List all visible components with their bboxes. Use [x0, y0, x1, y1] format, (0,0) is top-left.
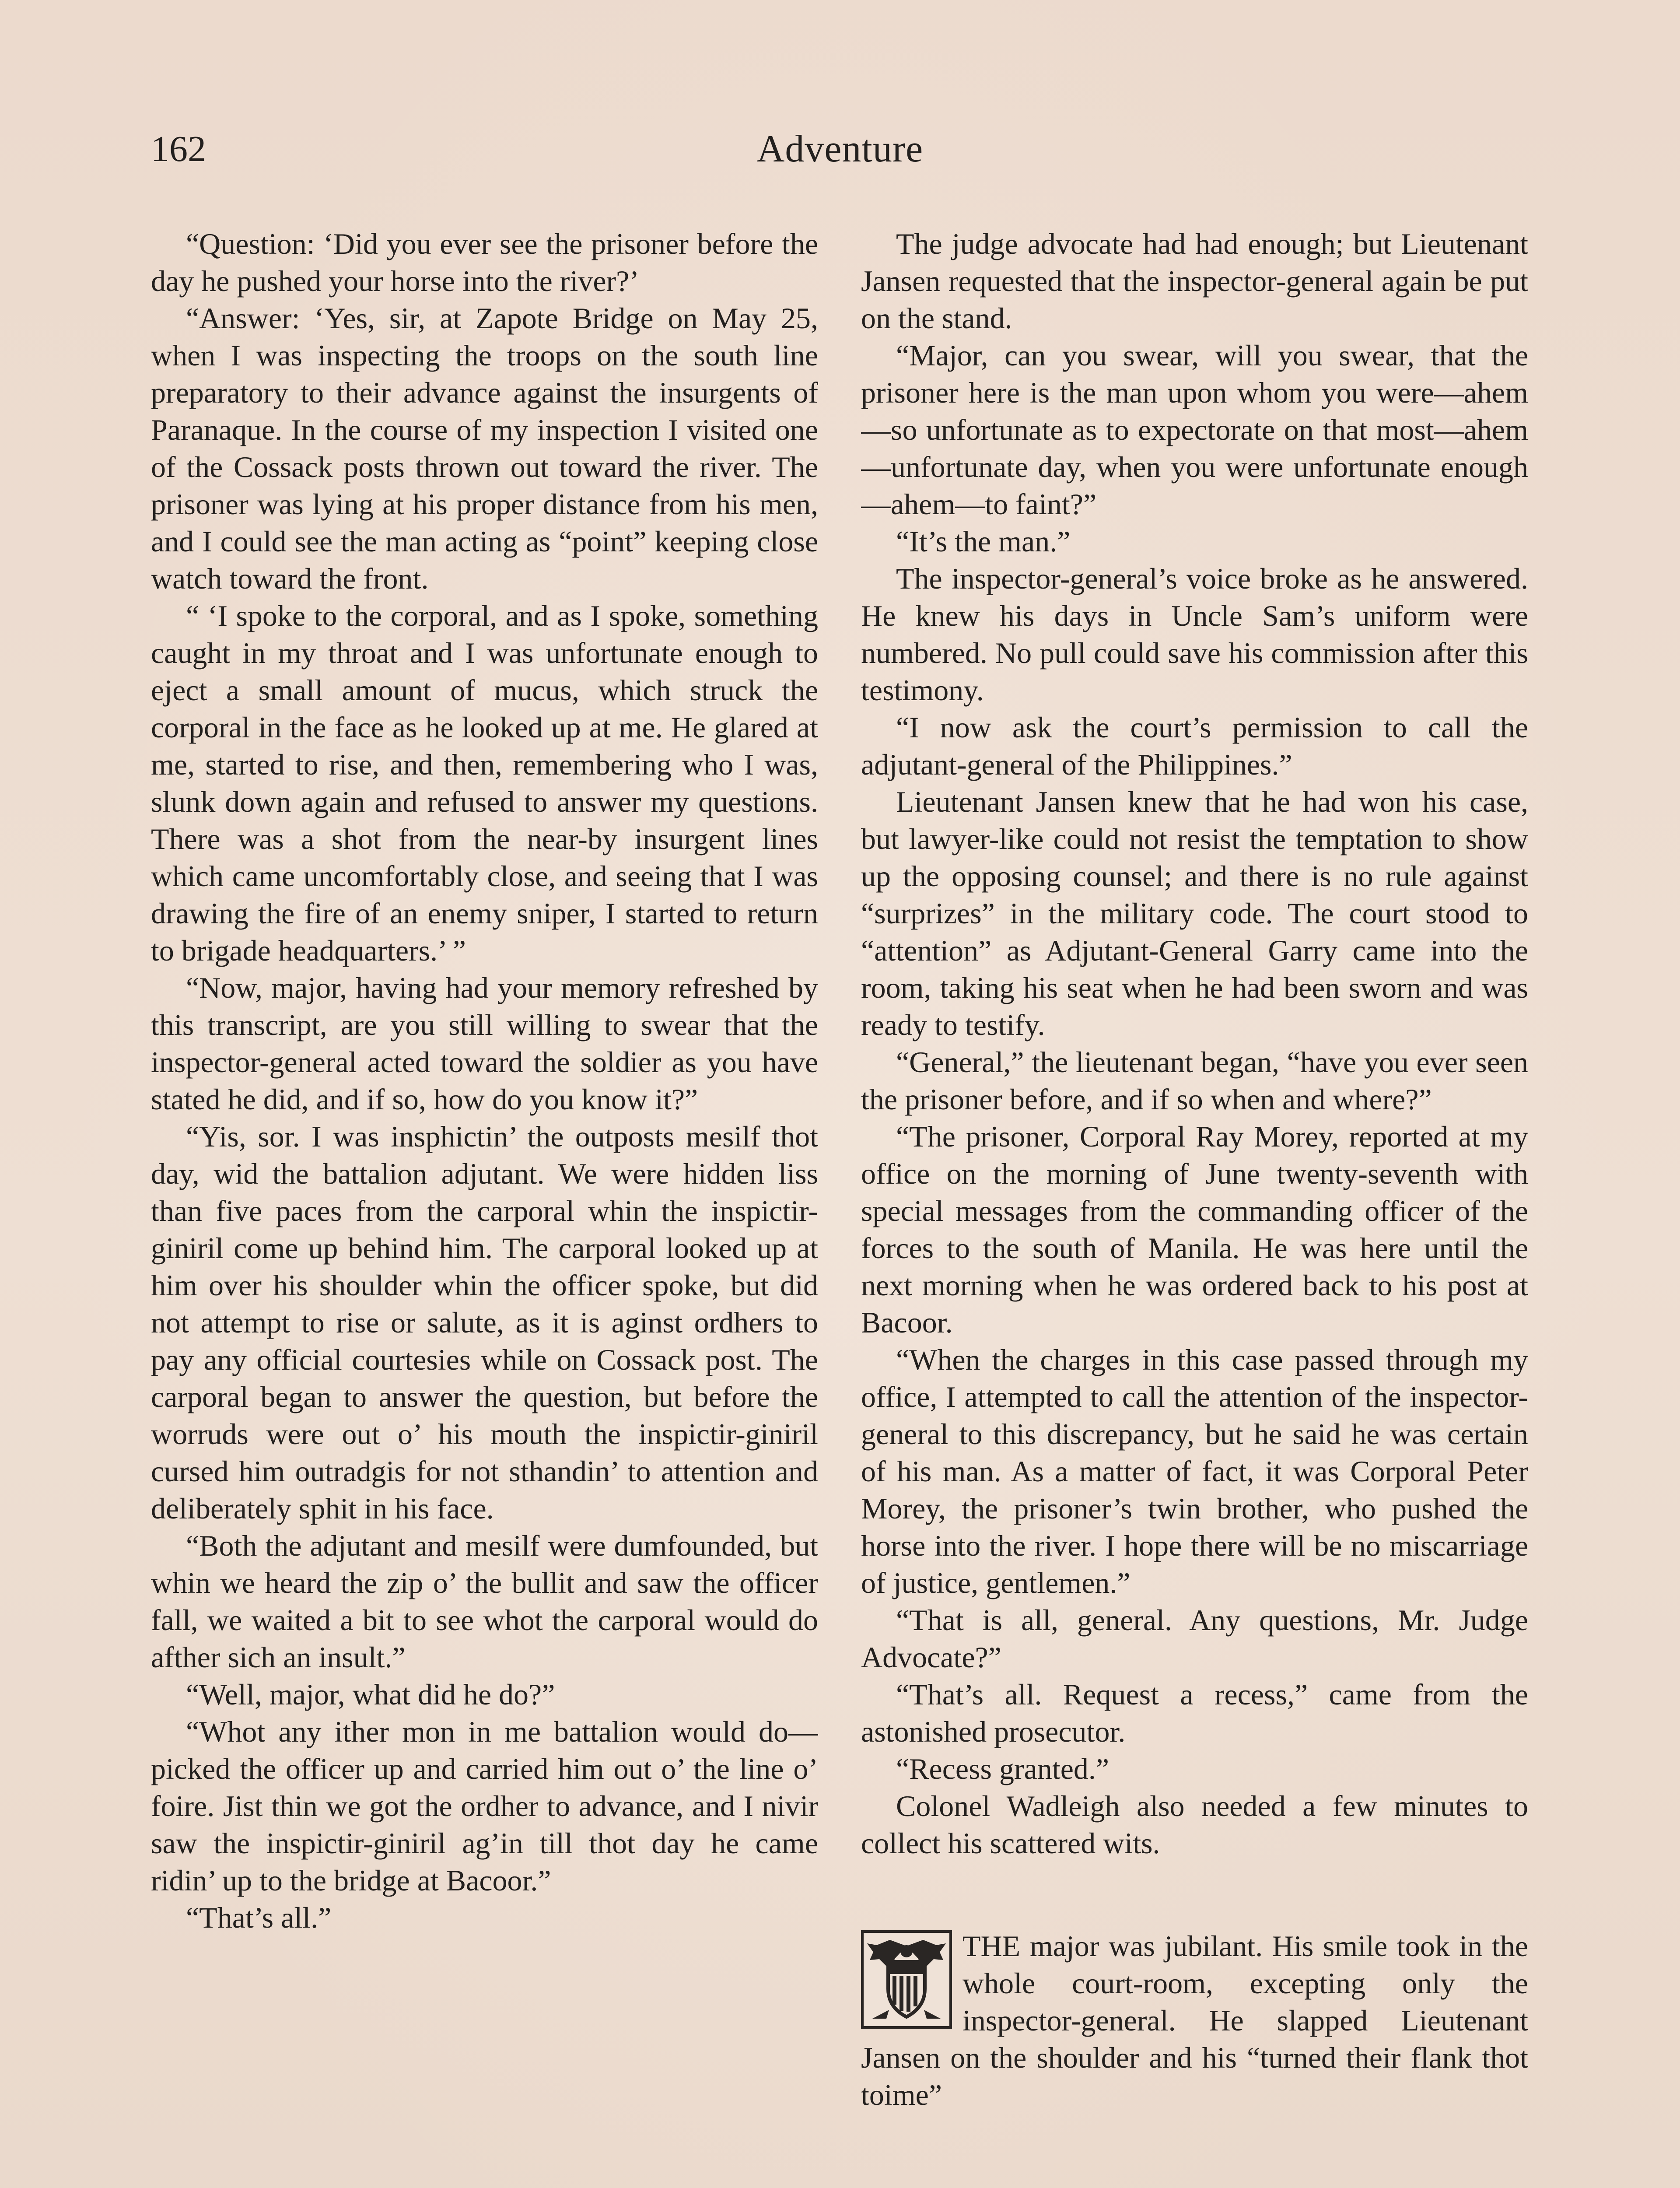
section-break: [861, 1928, 1528, 2114]
paragraph: “Major, can you swear, will you swear, that the prisoner here is the man upon whom you were—ahem—so unfortunate as to expectorate on that most—ahem—unfortunate day, when you were unfortunate enough—ahem—to faint?”: [861, 339, 1528, 521]
paragraph: “Both the adjutant and mesilf were dumfounded, but whin we heard the zip o’ the bullit and saw the officer fall, we waited a bit to see whot the carporal would do afther sich an insult.”: [151, 1529, 818, 1674]
running-title: Adventure: [756, 128, 924, 170]
paragraph: “Question: ‘Did you ever see the prisoner before the day he pushed your horse into the river?’: [151, 227, 818, 298]
paragraph: “Answer: ‘Yes, sir, at Zapote Bridge on May 25, when I was inspecting the troops on the south line preparatory to their advance against the insurgents of Paranaque. In the course of my inspection I visited one of the Cossack posts thrown out toward the river. The prisoner was lying at his proper distance from his men, and I could see the man acting as “point” keeping close watch toward the front.: [151, 302, 818, 595]
paragraph: “Recess granted.”: [896, 1752, 1110, 1785]
paragraph: “I now ask the court’s permission to call the adjutant-general of the Philippines.”: [861, 711, 1528, 781]
paragraph: Colonel Wadleigh also needed a few minutes to collect his scattered wits.: [861, 1789, 1528, 1860]
paragraph: Lieutenant Jansen knew that he had won his case, but lawyer-like could not resist the temptation to show up the opposing counsel; and there is no rule against “surprizes” in the military code. The court stood to “attention” as Adjutant-General Garry came into the room, taking his seat when he had been sworn and was ready to testify.: [861, 785, 1528, 1041]
left-column: [151, 225, 818, 2188]
paragraph: “It’s the man.”: [896, 525, 1071, 558]
section-opening-paragraph: THE major was jubilant. His smile took in the whole court-room, excepting only the inspector-general. He slapped Lieutenant Jansen on the shoulder and his “turned their flank thot toime”: [861, 1929, 1528, 2111]
paragraph: The judge advocate had had enough; but Lieutenant Jansen requested that the inspector-general again be put on the stand.: [861, 227, 1528, 335]
paragraph: “The prisoner, Corporal Ray Morey, reported at my office on the morning of June twenty-seventh with special messages from the commanding officer of the forces to the south of Manila. He was here until the next morning when he was ordered back to his post at Bacoor.: [861, 1120, 1528, 1339]
paragraph: “When the charges in this case passed through my office, I attempted to call the attention of the inspector-general to this discrepancy, but he said he was certain of his man. As a matter of fact, it was Corporal Peter Morey, the prisoner’s twin brother, who pushed the horse into the river. I hope there will be no miscarriage of justice, gentlemen.”: [861, 1343, 1528, 1599]
paragraph: “Now, major, having had your memory refreshed by this transcript, are you still willing to swear that the inspector-general acted toward the soldier as you have stated he did, and if so, how do you know it?”: [151, 971, 818, 1116]
page-number: 162: [151, 129, 206, 169]
paragraph: “General,” the lieutenant began, “have you ever seen the prisoner before, and if so when and where?”: [861, 1045, 1528, 1116]
paragraph: “That’s all. Request a recess,” came from the astonished prosecutor.: [861, 1678, 1528, 1748]
paragraph: “That’s all.”: [186, 1901, 332, 1934]
eagle-shield-ornament-icon: [861, 1930, 952, 2029]
paragraph: The inspector-general’s voice broke as he answered. He knew his days in Uncle Sam’s uniform were numbered. No pull could save his commission after this testimony.: [861, 562, 1528, 707]
paragraph: “Yis, sor. I was insphictin’ the outposts mesilf thot day, wid the battalion adjutant. We were hidden liss than five paces from the carporal whin the inspictir-giniril come up behind him. The carporal looked up at him over his shoulder whin the officer spoke, but did not attempt to rise or salute, as it is aginst ordhers to pay any official courtesies while on Cossack post. The carporal began to answer the question, but before the worruds were out o’ his mouth the inspictir-giniril cursed him outradgis for not sthandin’ to attention and deliberately sphit in his face.: [151, 1120, 818, 1525]
page-header: [151, 125, 1529, 182]
paragraph: “That is all, general. Any questions, Mr. Judge Advocate?”: [861, 1603, 1528, 1674]
right-column: [861, 225, 1528, 2188]
paragraph: “Whot any ither mon in me battalion would do—picked the officer up and carried him out o’ the line o’ foire. Jist thin we got the ordher to advance, and I nivir saw the inspictir-giniril ag’in till thot day he came ridin’ up to the bridge at Bacoor.”: [151, 1715, 818, 1897]
paragraph: “ ‘I spoke to the corporal, and as I spoke, something caught in my throat and I was unfortunate enough to eject a small amount of mucus, which struck the corporal in the face as he looked up at me. He glared at me, started to rise, and then, remembering who I was, slunk down again and refused to answer my questions. There was a shot from the near-by insurgent lines which came uncomfortably close, and seeing that I was drawing the fire of an enemy sniper, I started to return to brigade headquarters.’ ”: [151, 599, 818, 967]
paragraph: “Well, major, what did he do?”: [186, 1678, 555, 1711]
